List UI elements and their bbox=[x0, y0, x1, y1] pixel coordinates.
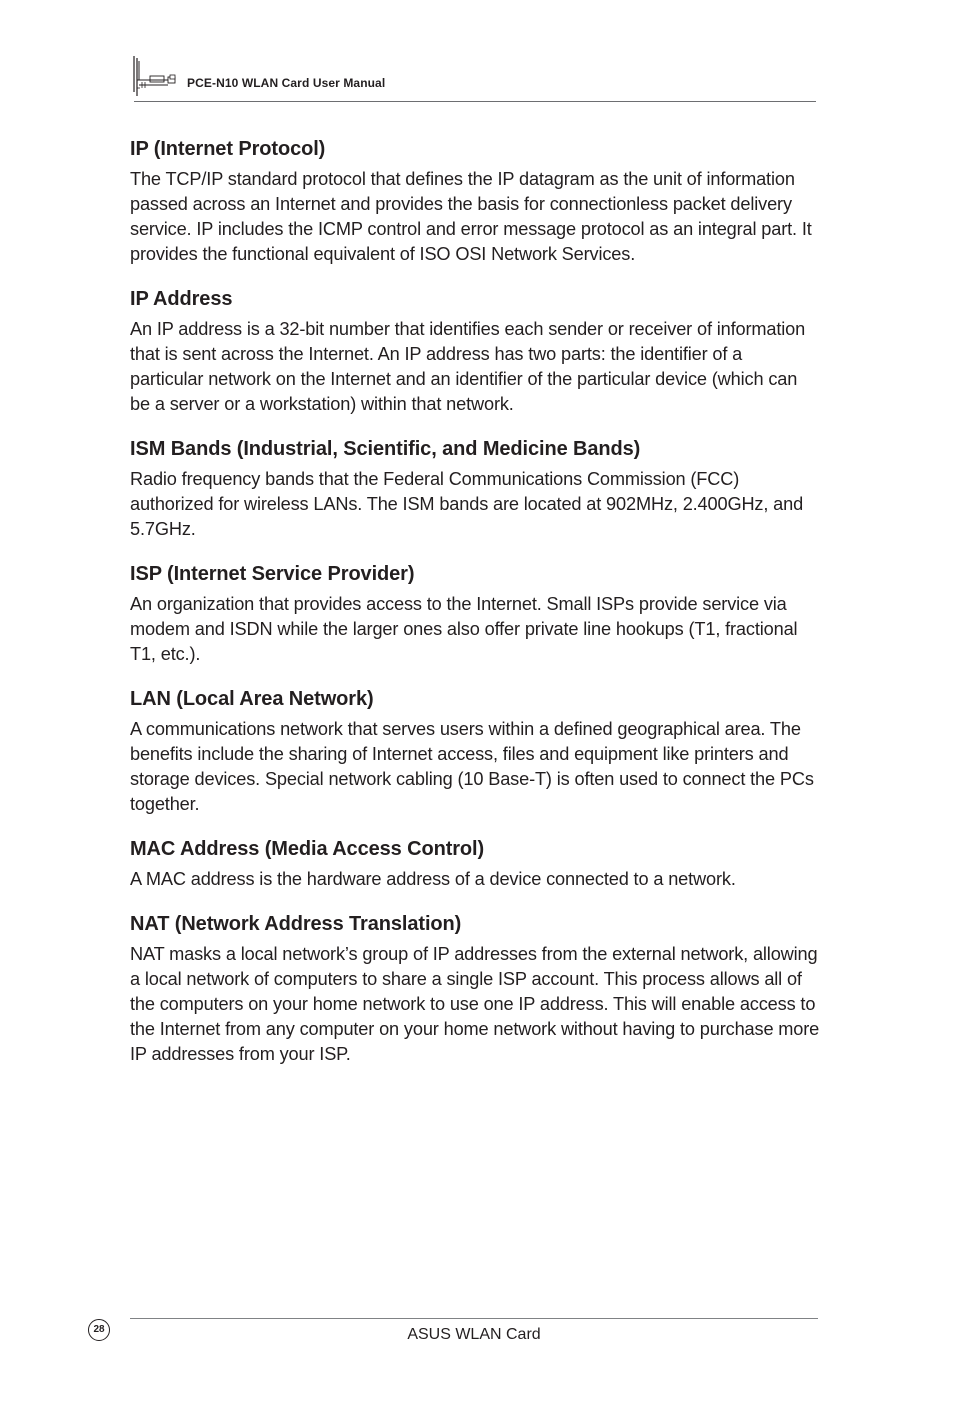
glossary-term: ISP (Internet Service Provider) bbox=[130, 563, 415, 585]
glossary-entry-ip-address bbox=[130, 286, 820, 417]
glossary-definition: A communications network that serves users within a defined geographical area. The benefits include the sharing of Internet access, files and equipment like printers and storage devices. Special network cabling (10 Base-T) is often used to connect the PCs together. bbox=[130, 719, 814, 814]
header-title: PCE-N10 WLAN Card User Manual bbox=[187, 76, 386, 90]
glossary-definition: An organization that provides access to the Internet. Small ISPs provide service via modem and ISDN while the larger ones also offer private line hookups (T1, fractional T1, etc.). bbox=[130, 594, 798, 664]
glossary-entry-lan bbox=[130, 686, 820, 817]
glossary-term: IP (Internet Protocol) bbox=[130, 138, 326, 160]
glossary-content bbox=[130, 136, 820, 1086]
glossary-term: IP Address bbox=[130, 288, 233, 310]
page-header bbox=[128, 52, 816, 104]
glossary-entry-ism-bands bbox=[130, 436, 820, 542]
glossary-definition: A MAC address is the hardware address of a device connected to a network. bbox=[130, 869, 736, 889]
header-divider bbox=[134, 101, 816, 102]
footer-divider bbox=[130, 1318, 818, 1319]
glossary-entry-nat bbox=[130, 911, 820, 1067]
wlan-card-icon bbox=[128, 52, 184, 100]
glossary-term: LAN (Local Area Network) bbox=[130, 688, 374, 710]
page-number-badge: 28 bbox=[88, 1319, 110, 1341]
footer-title: ASUS WLAN Card bbox=[407, 1326, 541, 1343]
glossary-definition: The TCP/IP standard protocol that defines the IP datagram as the unit of information passed across an Internet and provides the basis for connectionless packet delivery service. IP includes the ICMP control and error message protocol as an integral part. It provides the functional equivalent of ISO OSI Network Services. bbox=[130, 169, 812, 264]
glossary-entry-mac-address bbox=[130, 836, 820, 892]
glossary-definition: Radio frequency bands that the Federal Communications Commission (FCC) authorized for wireless LANs. The ISM bands are located at 902MHz, 2.400GHz, and 5.7GHz. bbox=[130, 469, 804, 539]
glossary-term: NAT (Network Address Translation) bbox=[130, 913, 462, 935]
glossary-definition: NAT masks a local network’s group of IP addresses from the external network, allowing a local network of computers to share a single ISP account. This process allows all of the computers on your home network to use one IP address. This will enable access to the Internet from any computer on your home network without having to purchase more IP addresses from your ISP. bbox=[130, 944, 820, 1064]
glossary-term: MAC Address (Media Access Control) bbox=[130, 838, 485, 860]
glossary-term: ISM Bands (Industrial, Scientific, and Medicine Bands) bbox=[130, 438, 641, 460]
glossary-entry-isp bbox=[130, 561, 820, 667]
glossary-entry-ip bbox=[130, 136, 820, 267]
glossary-definition: An IP address is a 32-bit number that identifies each sender or receiver of information that is sent across the Internet. An IP address has two parts: the identifier of a particular network on the Internet and an identifier of the particular device (which can be a server or a workstation) within that network. bbox=[130, 319, 806, 414]
